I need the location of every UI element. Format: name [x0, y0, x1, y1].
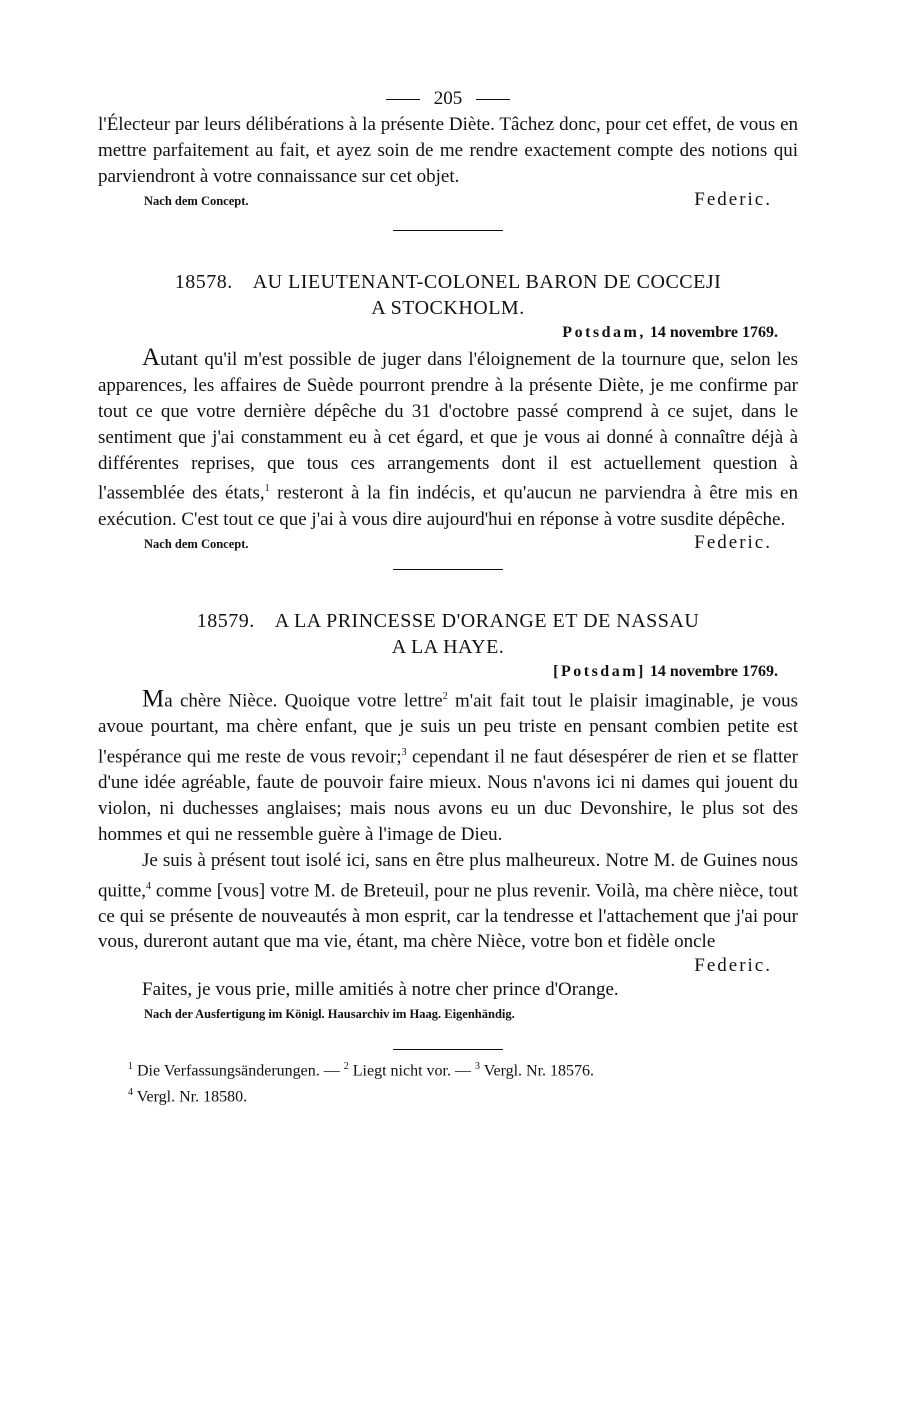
intro-source: Nach dem Concept. — [144, 194, 249, 209]
dateline-date: 14 novembre 1769. — [649, 663, 778, 681]
footnote-mark: 1 — [128, 1061, 133, 1073]
letter-18579-source: Nach der Ausfertigung im Königl. Hausarchiv im Haag. Eigenhändig. — [144, 1007, 515, 1022]
letter-18579-source-row — [98, 1003, 798, 1025]
drop-capital: A — [142, 344, 161, 372]
page — [98, 86, 798, 1109]
letter-18579-heading-place: A LA HAYE. — [391, 636, 505, 659]
body-text-continued: resteront à la fin indécis, et qu'aucun ne parviendra à être mis en exécution. C'est tout ce que j'ai à vous dire aujourd'hui en réponse à votre susdite dépêche. — [98, 482, 798, 530]
body-text: a chère Nièce. Quoique votre lettre — [164, 690, 443, 712]
letter-18578-signature: Federic. — [694, 532, 772, 554]
footnote-mark: 3 — [474, 1061, 480, 1073]
footnote-line-2 — [128, 1082, 798, 1108]
footnote-mark: 2 — [343, 1061, 349, 1073]
letter-title: A LA PRINCESSE D'ORANGE ET DE NASSAU — [274, 610, 700, 633]
letter-18578-heading — [98, 269, 798, 295]
letter-title: AU LIEUTENANT-COLONEL BARON DE COCCEJI — [252, 271, 722, 294]
dateline-place: [Potsdam] — [553, 663, 646, 681]
letter-18579-closing — [98, 955, 798, 977]
letter-18579-signature: Federic. — [694, 955, 772, 977]
letter-18579-body-1 — [98, 684, 798, 847]
footnote-mark: 4 — [128, 1087, 133, 1099]
footnote-separator: — — [454, 1062, 471, 1080]
intro-signature: Federic. — [694, 189, 772, 211]
footnote-separator: — — [323, 1062, 340, 1080]
page-number-dash-right — [476, 99, 510, 100]
body-text: comme [vous] votre M. de Breteuil, pour ne plus revenir. Voilà, ma chère nièce, tout ce qui se présente de nouveautés à mon esprit, car la tendresse et l'attachement que j'ai pour vous, dureront autant que ma vie, étant, ma chère Nièce, votre bon et fidèle oncle — [98, 879, 798, 953]
dateline-date: 14 novembre 1769. — [649, 324, 778, 342]
footnote-1: Die Verfassungsänderungen. — [137, 1062, 320, 1080]
page-number-dash-left — [386, 99, 420, 100]
letter-18578-dateline — [98, 321, 798, 345]
note-mark: 2 — [442, 691, 448, 703]
footnote-3: Vergl. Nr. 18576. — [483, 1062, 595, 1080]
drop-capital: M — [142, 685, 165, 713]
footnote-4: Vergl. Nr. 18580. — [136, 1088, 248, 1106]
body-text: m'ait fait tout le plaisir imaginable, je vous avoue pourtant, ma chère enfant, que je suis un peu triste en pensant combien petite est l'espérance qui me reste de vous revoir; — [98, 690, 798, 768]
letter-18578-body — [98, 345, 798, 532]
body-text: Je suis à présent tout isolé ici, sans en être plus malheureux. Notre M. de Guines nous quitte, — [98, 849, 798, 901]
letter-18579-body-2 — [98, 848, 798, 956]
note-mark: 1 — [264, 483, 270, 495]
letter-18579-dateline — [98, 660, 798, 684]
letter-number: 18578. — [174, 271, 233, 294]
dateline-place: Potsdam, — [562, 324, 646, 342]
footnote-2: Liegt nicht vor. — [352, 1062, 451, 1080]
page-number-text: 205 — [433, 88, 463, 109]
letter-number: 18579. — [196, 610, 255, 633]
letter-18578-heading-place: A STOCKHOLM. — [371, 297, 525, 320]
footnotes — [98, 1056, 798, 1109]
footnote-line-1 — [128, 1056, 798, 1082]
intro-paragraph: l'Électeur par leurs délibérations à la présente Diète. Tâchez donc, pour cet effet, de vous en mettre parfaitement au fait, et ayez soin de me rendre exactement compte des notions qui parviendront à votre connaissance sur cet objet. — [98, 114, 798, 187]
body-text: cependant il ne faut désespérer de rien et se flatter d'une idée agréable, faute de pouvoir faire mieux. Nous n'avons ici ni dames qui jouent du violon, ni duchesses anglaises; mais nous avons eu un duc Devonshire, le plus sot des hommes et qui ne ressemble guère à l'image de Dieu. — [98, 746, 798, 845]
letter-18579-postscript: Faites, je vous prie, mille amitiés à notre cher prince d'Orange. — [142, 979, 619, 1001]
intro-closing — [98, 189, 798, 212]
letter-18578-closing — [98, 532, 798, 555]
body-text: utant qu'il m'est possible de juger dans l'éloignement de la tournure que, selon les apparences, les affaires de Suède pourront prendre à la présente Diète, je me confirme par tout ce que votre dernière dépêche du 31 d'octobre passé comprend à ce sujet, dans le sentiment que j'ai constamment eu à cet égard, et que je vous ai donné à connaître déjà à différentes reprises, que tous ces arrangements dont il est actuellement question à l'assemblée des états, — [98, 349, 798, 504]
page-number — [98, 86, 798, 112]
note-mark: 4 — [146, 880, 152, 892]
letter-18578-source: Nach dem Concept. — [144, 537, 249, 552]
note-mark: 3 — [401, 747, 407, 759]
letter-18579-heading — [98, 608, 798, 634]
